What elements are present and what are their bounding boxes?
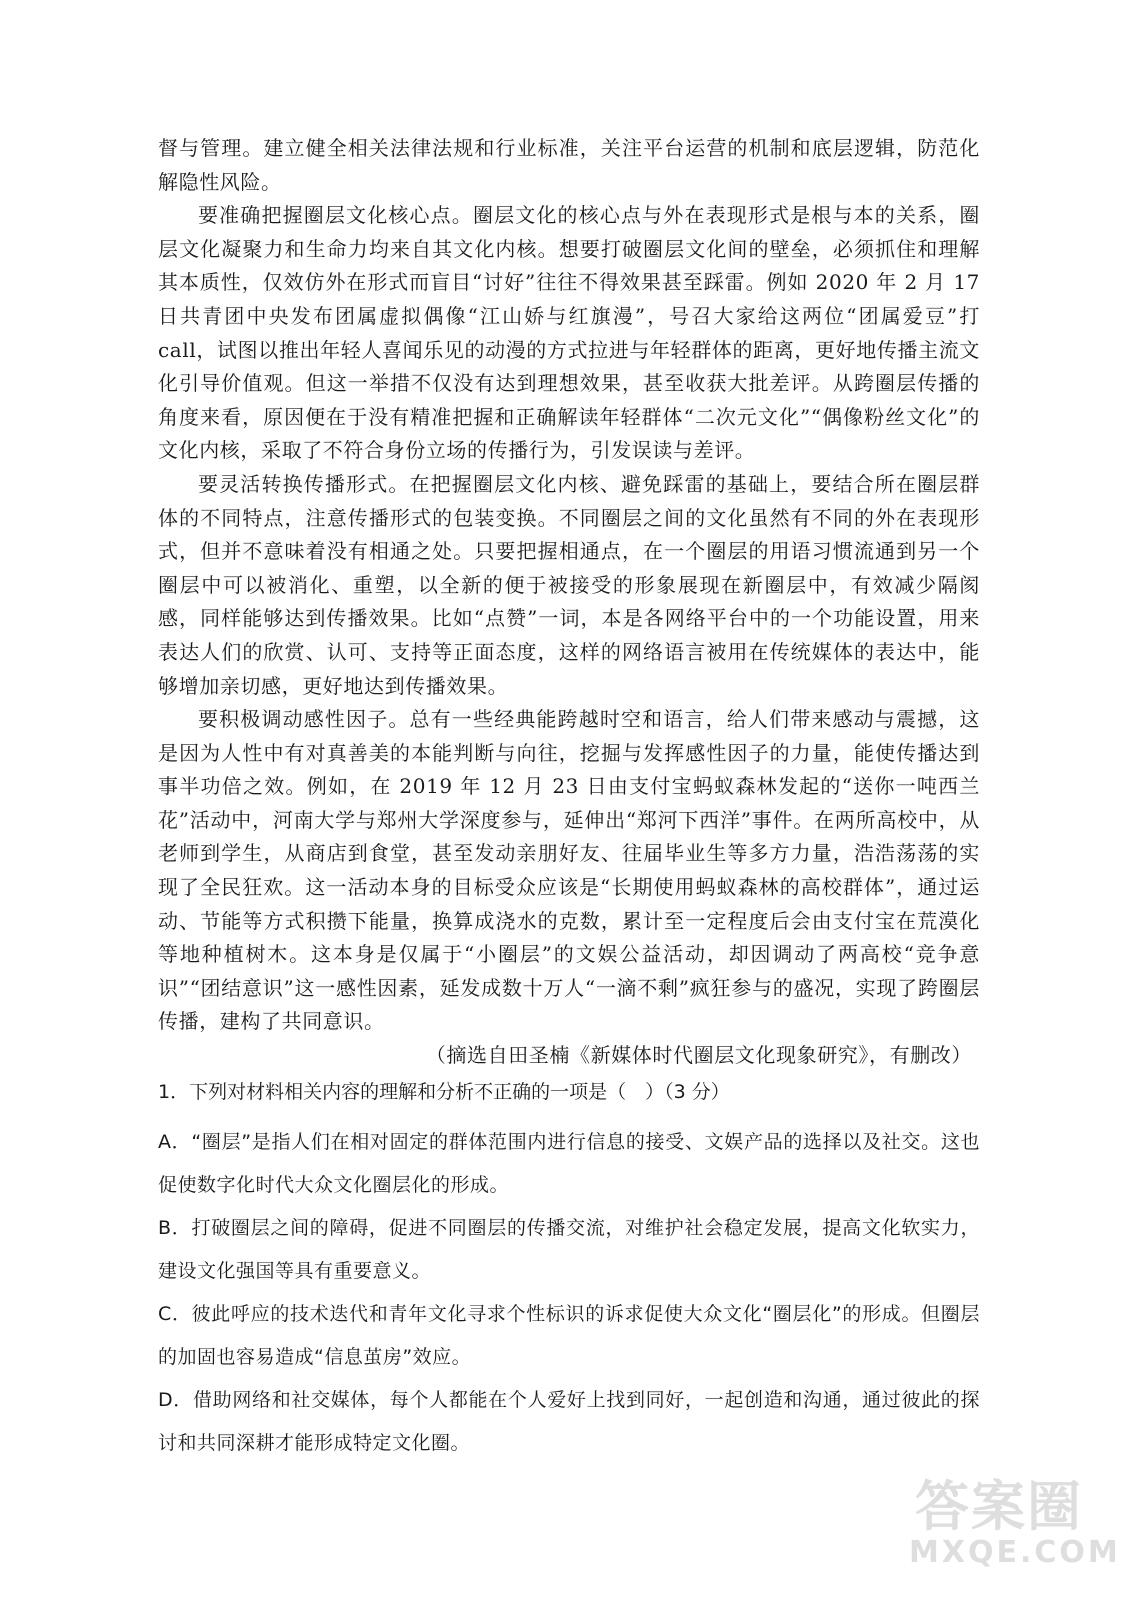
answer-option-b: B．打破圈层之间的障碍，促进不同圈层的传播交流，对维护社会稳定发展，提高文化软实力，建设文化强国等具有重要意义。 <box>158 1216 980 1282</box>
question-block <box>158 1077 980 1465</box>
page-content <box>158 132 980 1465</box>
passage-source-citation: （摘选自田圣楠《新媒体时代圈层文化现象研究》，有删改） <box>425 1043 972 1068</box>
passage-paragraph: 要灵活转换传播形式。在把握圈层文化内核、避免踩雷的基础上，要结合所在圈层群体的不同特点，注意传播形式的包装变换。不同圈层之间的文化虽然有不同的外在表现形式，但并不意味着没有相通之处。只要把握相通点，在一个圈层的用语习惯流通到另一个圈层中可以被消化、重塑，以全新的便于被接受的形象展现在新圈层中，有效减少隔阂感，同样能够达到传播效果。比如“点赞”一词，本是各网络平台中的一个功能设置，用来表达人们的欣赏、认可、支持等正面态度，这样的网络语言被用在传统媒体的表达中，能够增加亲切感，更好地达到传播效果。 <box>158 471 980 698</box>
reading-passage <box>158 132 980 1073</box>
watermark-url: MXQE.COM <box>909 1535 1121 1570</box>
answer-option-c: C．彼此呼应的技术迭代和青年文化寻求个性标识的诉求促使大众文化“圈层化”的形成。但圈层的加固也容易造成“信息茧房”效应。 <box>158 1302 980 1368</box>
answer-option-d: D．借助网络和社交媒体，每个人都能在个人爱好上找到同好，一起创造和沟通，通过彼此的探讨和共同深耕才能形成特定文化圈。 <box>158 1388 980 1454</box>
site-watermark <box>909 1475 1121 1578</box>
passage-paragraph: 要准确把握圈层文化核心点。圈层文化的核心点与外在表现形式是根与本的关系，圈层文化凝聚力和生命力均来自其文化内核。想要打破圈层文化间的壁垒，必须抓住和理解其本质性，仅效仿外在形式而盲目“讨好”往往不得效果甚至踩雷。例如 2020 年 2 月 17 日共青团中央发布团属虚拟偶像“江山娇与红旗漫”，号召大家给这两位“团属爱豆”打 call，试图以推出年轻人喜闻乐见的动漫的方式拉进与年轻群体的距离，更好地传播主流文化引导价值观。但这一举措不仅没有达到理想效果，甚至收获大批差评。从跨圈层传播的角度来看，原因便在于没有精准把握和正确解读年轻群体“二次元文化”“偶像粉丝文化”的文化内核，采取了不符合身份立场的传播行为，引发误读与差评。 <box>158 203 980 463</box>
answer-option-a: A．“圈层”是指人们在相对固定的群体范围内进行信息的接受、文娱产品的选择以及社交。这也促使数字化时代大众文化圈层化的形成。 <box>158 1130 980 1196</box>
question-stem: 1．下列对材料相关内容的理解和分析不正确的一项是（ ）（3 分） <box>158 1080 730 1103</box>
watermark-logo-text: 答案圈 <box>915 1475 1083 1538</box>
passage-paragraph: 督与管理。建立健全相关法律法规和行业标准，关注平台运营的机制和底层逻辑，防范化解隐性风险。 <box>158 136 980 194</box>
passage-paragraph: 要积极调动感性因子。总有一些经典能跨越时空和语言，给人们带来感动与震撼，这是因为人性中有对真善美的本能判断与向往，挖掘与发挥感性因子的力量，能使传播达到事半功倍之效。例如，在 2019 年 12 月 23 日由支付宝蚂蚁森林发起的“送你一吨西兰花”活动中，河南大学与郑州大学深度参与，延伸出“郑河下西洋”事件。在两所高校中，从老师到学生，从商店到食堂，甚至发动亲朋好友、往届毕业生等多方力量，浩浩荡荡的实现了全民狂欢。这一活动本身的目标受众应该是“长期使用蚂蚁森林的高校群体”，通过运动、节能等方式积攒下能量，换算成浇水的克数，累计至一定程度后会由支付宝在荒漠化等地种植树木。这本身是仅属于“小圈层”的文娱公益活动，却因调动了两高校“竞争意识”“团结意识”这一感性因素，延发成数十万人“一滴不剩”疯狂参与的盛况，实现了跨圈层传播，建构了共同意识。 <box>158 707 980 1034</box>
